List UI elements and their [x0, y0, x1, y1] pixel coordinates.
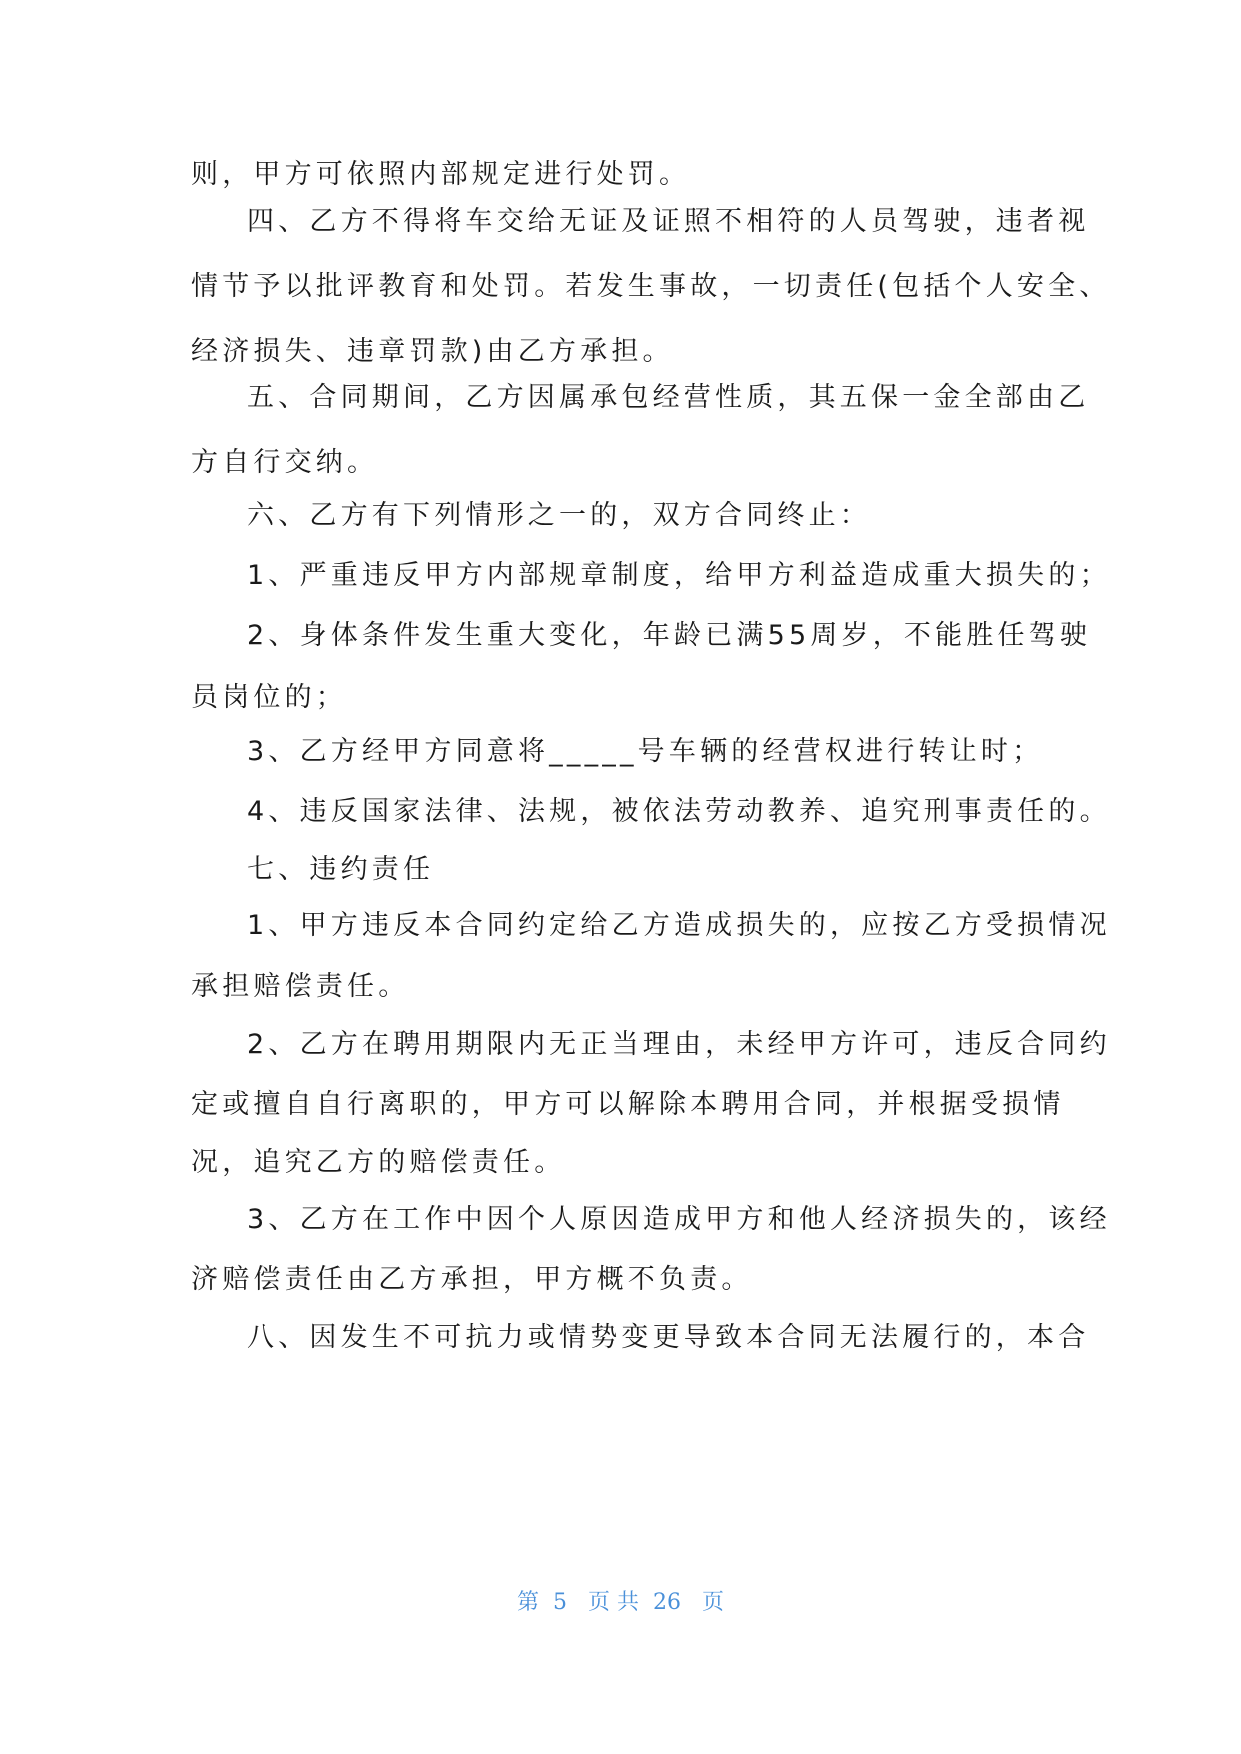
paragraph-line: 五、合同期间，乙方因属承包经营性质，其五保一金全部由乙	[247, 382, 1090, 413]
paragraph-line: 2、身体条件发生重大变化，年龄已满55周岁，不能胜任驾驶	[247, 620, 1092, 651]
paragraph-line: 方自行交纳。	[191, 447, 379, 478]
paragraph-line: 定或擅自自行离职的，甲方可以解除本聘用合同，并根据受损情	[191, 1089, 1065, 1120]
paragraph-line: 4、违反国家法律、法规，被依法劳动教养、追究刑事责任的。	[247, 796, 1111, 827]
paragraph-line: 1、甲方违反本合同约定给乙方造成损失的，应按乙方受损情况	[247, 910, 1111, 941]
paragraph-line: 2、乙方在聘用期限内无正当理由，未经甲方许可，违反合同约	[247, 1029, 1111, 1060]
paragraph-line: 则，甲方可依照内部规定进行处罚。	[191, 159, 691, 190]
paragraph-line: 六、乙方有下列情形之一的，双方合同终止：	[247, 500, 871, 531]
paragraph-line: 员岗位的；	[191, 682, 347, 713]
section-heading: 七、违约责任	[247, 854, 435, 885]
paragraph-line: 3、乙方在工作中因个人原因造成甲方和他人经济损失的，该经	[247, 1204, 1111, 1235]
paragraph-line: 情节予以批评教育和处罚。若发生事故，一切责任(包括个人安全、	[191, 271, 1111, 302]
paragraph-line: 八、因发生不可抗力或情势变更导致本合同无法履行的，本合	[247, 1322, 1090, 1353]
paragraph-line: 1、严重违反甲方内部规章制度，给甲方利益造成重大损失的；	[247, 560, 1111, 591]
paragraph-line: 况，追究乙方的赔偿责任。	[191, 1147, 566, 1178]
paragraph-line: 3、乙方经甲方同意将_____号车辆的经营权进行转让时；	[247, 736, 1044, 767]
paragraph-line: 四、乙方不得将车交给无证及证照不相符的人员驾驶，违者视	[247, 206, 1090, 237]
paragraph-line: 承担赔偿责任。	[191, 971, 410, 1002]
paragraph-line: 济赔偿责任由乙方承担，甲方概不负责。	[191, 1264, 753, 1295]
page-number-footer: 第 5 页 共 26 页	[517, 1590, 724, 1615]
paragraph-line: 经济损失、违章罚款)由乙方承担。	[191, 336, 674, 367]
